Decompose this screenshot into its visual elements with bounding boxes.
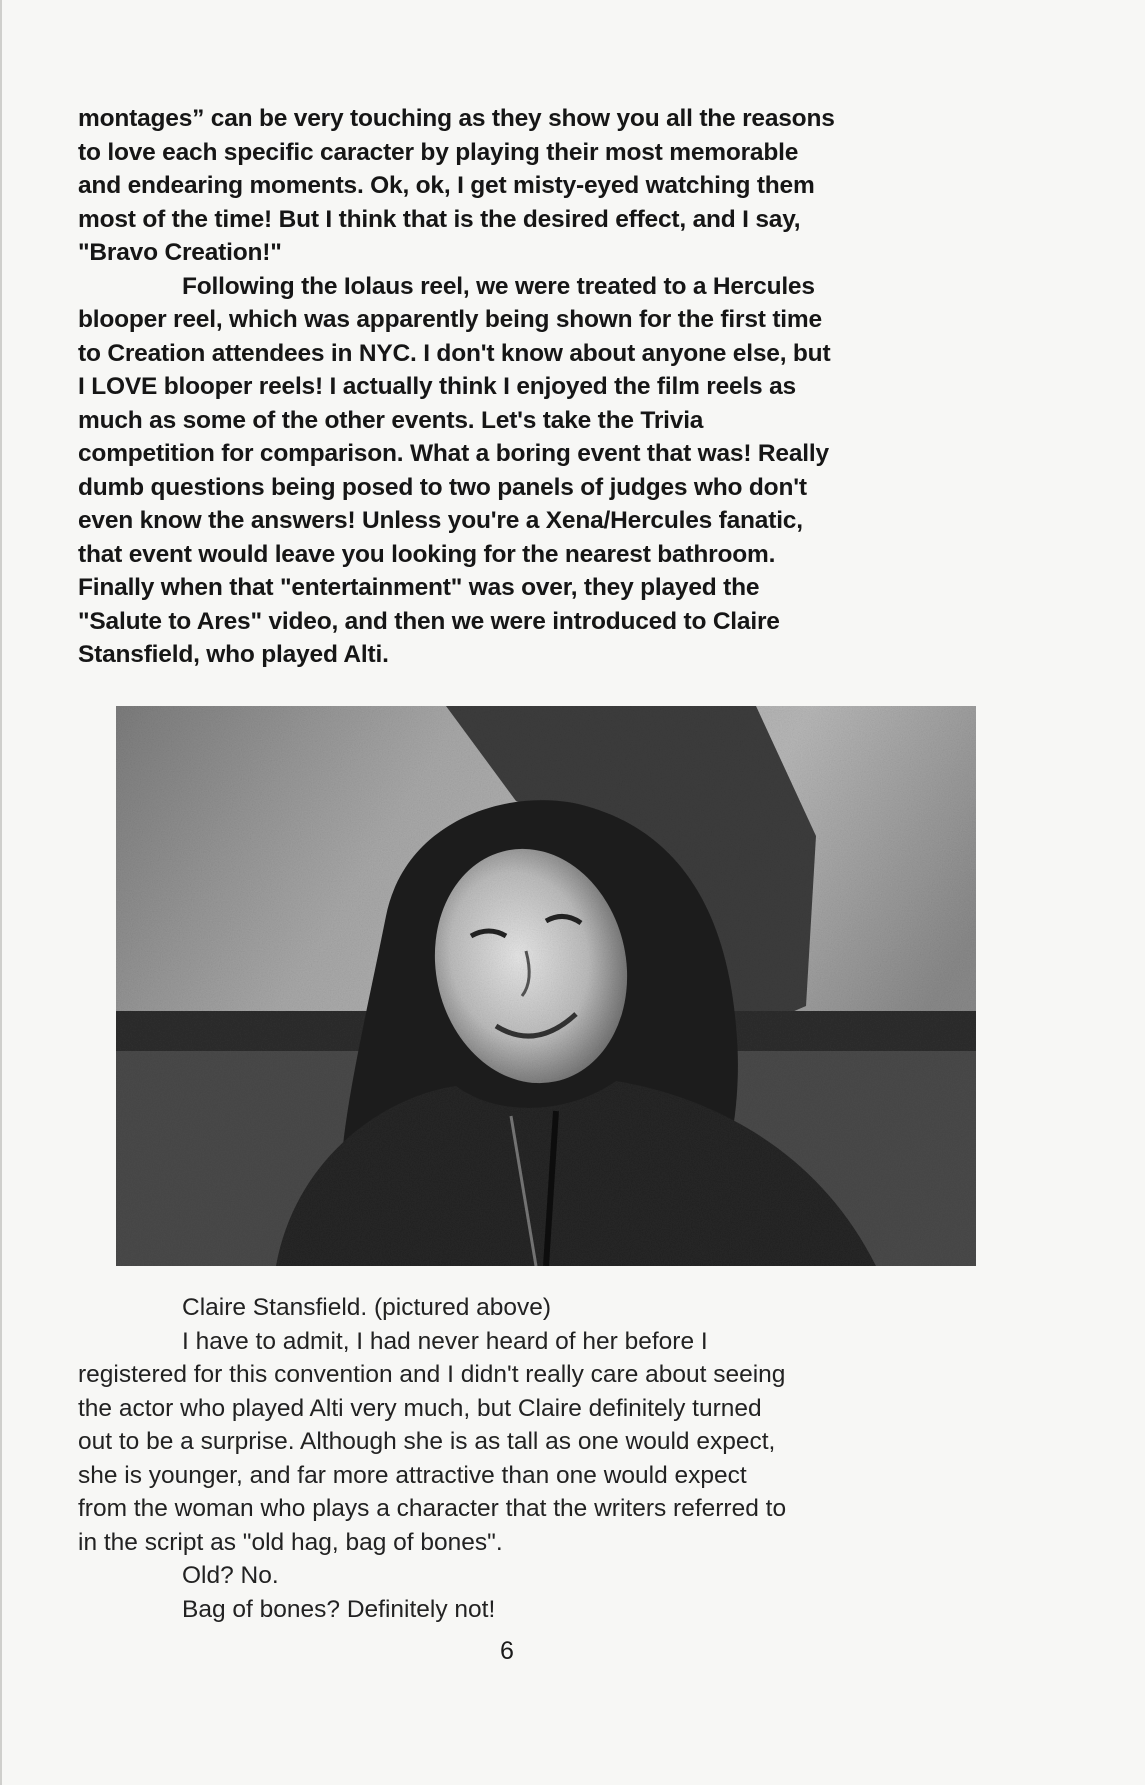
text-line: I have to admit, I had never heard of her before I [182, 1327, 708, 1355]
text-line: I LOVE blooper reels! I actually think I enjoyed the film reels as [78, 373, 796, 400]
text-line: blooper reel, which was apparently being shown for the first time [78, 306, 822, 333]
text-line: Old? No. [182, 1562, 279, 1589]
text-line: out to be a surprise. Although she is as tall as one would expect, [78, 1428, 776, 1455]
text-line: she is younger, and far more attractive than one would expect [78, 1461, 747, 1489]
text-line: and endearing moments. Ok, ok, I get misty-eyed watching them [78, 172, 815, 199]
text-line: dumb questions being posed to two panels of judges who don't [78, 473, 807, 501]
portrait-photo [116, 706, 976, 1266]
text-line: Following the Iolaus reel, we were treated to a Hercules [182, 272, 815, 300]
paragraph-1 [78, 102, 958, 270]
text-line: to love each specific caracter by playing their most memorable [78, 138, 799, 166]
text-line: "Salute to Ares" video, and then we were introduced to Claire [78, 607, 780, 635]
photo-caption: Claire Stansfield. (pictured above) [182, 1294, 552, 1321]
text-line: Bag of bones? Definitely not! [182, 1595, 496, 1623]
article-top-text [78, 102, 958, 672]
page-number: 6 [500, 1637, 514, 1665]
text-line: to Creation attendees in NYC. I don't know about anyone else, but [78, 339, 831, 367]
text-line: even know the answers! Unless you're a Xena/Hercules fanatic, [78, 507, 803, 534]
text-line: Stansfield, who played Alti. [78, 641, 389, 668]
text-line: registered for this convention and I didn't really care about seeing [78, 1361, 786, 1388]
text-line: "Bravo Creation!" [78, 239, 282, 266]
text-line: from the woman who plays a character that the writers referred to [78, 1495, 787, 1522]
paragraph-2 [78, 270, 958, 672]
article-bottom-text [78, 1291, 958, 1626]
text-line: that event would leave you looking for the nearest bathroom. [78, 540, 776, 568]
text-line: in the script as "old hag, bag of bones". [78, 1528, 503, 1556]
text-line: montages” can be very touching as they show you all the reasons [78, 105, 835, 132]
text-line: Finally when that "entertainment" was over, they played the [78, 574, 760, 601]
text-line: most of the time! But I think that is the desired effect, and I say, [78, 205, 801, 233]
text-line: the actor who played Alti very much, but Claire definitely turned [78, 1394, 762, 1422]
text-line: much as some of the other events. Let's take the Trivia [78, 406, 704, 434]
text-line: competition for comparison. What a boring event that was! Really [78, 440, 829, 467]
